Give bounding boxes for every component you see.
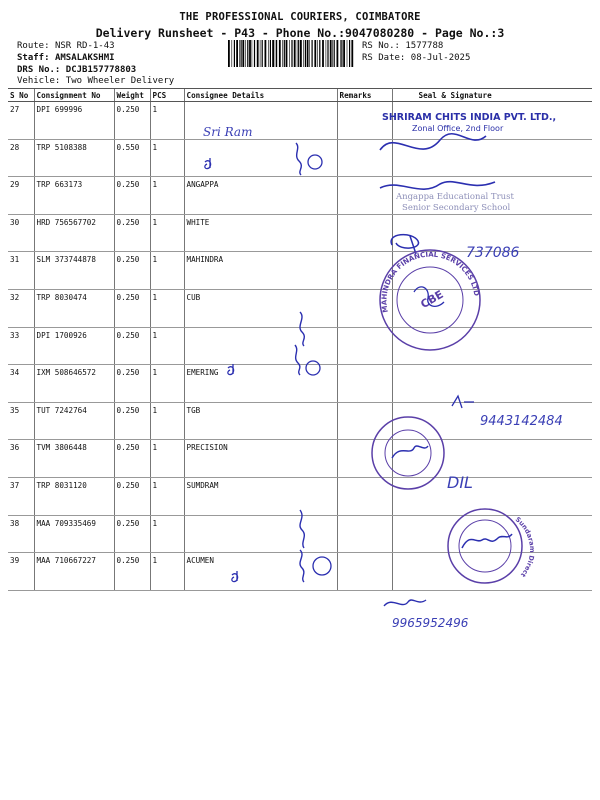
cell-remarks bbox=[337, 252, 392, 290]
staff-line bbox=[17, 53, 115, 63]
cell-seal-signature bbox=[392, 515, 592, 553]
cell-pcs: 1 bbox=[150, 289, 184, 327]
row39-signature bbox=[384, 600, 426, 606]
cell-weight: 0.250 bbox=[114, 289, 150, 327]
row36-handwritten-note: DIL bbox=[447, 473, 473, 492]
col-remarks: Remarks bbox=[337, 89, 392, 102]
table-row bbox=[8, 402, 592, 440]
cell-sno: 28 bbox=[8, 139, 34, 177]
rs-date-value: 08-Jul-2025 bbox=[410, 53, 471, 63]
cell-cno: HRD 756567702 bbox=[34, 214, 114, 252]
cell-weight: 0.550 bbox=[114, 139, 150, 177]
cell-sno: 31 bbox=[8, 252, 34, 290]
cell-seal-signature bbox=[392, 553, 592, 591]
cell-consignee: ANGAPPA bbox=[184, 177, 337, 215]
cell-remarks bbox=[337, 553, 392, 591]
cell-remarks bbox=[337, 515, 392, 553]
row30-handwritten-phone: 737086 bbox=[466, 245, 520, 261]
cell-remarks bbox=[337, 177, 392, 215]
barcode bbox=[228, 40, 354, 67]
cell-cno: TUT 7242764 bbox=[34, 402, 114, 440]
cell-weight: 0.250 bbox=[114, 365, 150, 403]
vehicle-label: Vehicle: bbox=[17, 76, 61, 86]
mahindra-stamp-ring-text: MAHINDRA FINANCIAL SERVICES LTD bbox=[380, 250, 481, 314]
cell-pcs: 1 bbox=[150, 440, 184, 478]
row27-handwritten-name: Sri Ram bbox=[203, 125, 253, 139]
cell-cno: TRP 8030474 bbox=[34, 289, 114, 327]
cell-remarks bbox=[337, 327, 392, 365]
cell-remarks bbox=[337, 440, 392, 478]
runsheet-subtitle: Delivery Runsheet - P43 - Phone No.:9047080280 - Page No.:3 bbox=[95, 26, 505, 40]
angappa-stamp-line2: Senior Secondary School bbox=[402, 203, 511, 213]
cell-pcs: 1 bbox=[150, 252, 184, 290]
cell-consignee: EMERING bbox=[184, 365, 337, 403]
drs-value: DCJB157778803 bbox=[65, 65, 137, 75]
cell-remarks bbox=[337, 365, 392, 403]
cell-weight: 0.250 bbox=[114, 252, 150, 290]
route-value: NSR RD-1-43 bbox=[54, 41, 115, 51]
cell-pcs: 1 bbox=[150, 327, 184, 365]
cell-cno: DPI 1700926 bbox=[34, 327, 114, 365]
cell-consignee: MAHINDRA bbox=[184, 252, 337, 290]
table-row bbox=[8, 440, 592, 478]
cell-seal-signature bbox=[392, 289, 592, 327]
cell-seal-signature bbox=[392, 477, 592, 515]
table-row bbox=[8, 327, 592, 365]
shriram-stamp-line1: SHRIRAM CHITS INDIA PVT. LTD., bbox=[382, 112, 557, 123]
cell-consignee: WHITE bbox=[184, 214, 337, 252]
cell-pcs: 1 bbox=[150, 102, 184, 140]
cell-cno: TRP 5108388 bbox=[34, 139, 114, 177]
rs-no-value: 1577788 bbox=[405, 41, 444, 51]
cell-weight: 0.250 bbox=[114, 102, 150, 140]
cell-seal-signature bbox=[392, 177, 592, 215]
row34-handwritten-phone: 9443142484 bbox=[480, 414, 563, 429]
table-row bbox=[8, 102, 592, 140]
cell-weight: 0.250 bbox=[114, 440, 150, 478]
cell-consignee bbox=[184, 515, 337, 553]
col-pcs: PCS bbox=[150, 89, 184, 102]
cell-seal-signature bbox=[392, 214, 592, 252]
cell-cno: MAA 709335469 bbox=[34, 515, 114, 553]
table-row bbox=[8, 365, 592, 403]
cell-consignee: CUB bbox=[184, 289, 337, 327]
cell-weight: 0.250 bbox=[114, 327, 150, 365]
cell-pcs: 1 bbox=[150, 365, 184, 403]
cell-weight: 0.250 bbox=[114, 177, 150, 215]
cell-remarks bbox=[337, 402, 392, 440]
cell-sno: 29 bbox=[8, 177, 34, 215]
rs-date-line bbox=[362, 53, 470, 63]
rs-no-label: RS No.: bbox=[362, 41, 400, 51]
cell-sno: 30 bbox=[8, 214, 34, 252]
cell-pcs: 1 bbox=[150, 177, 184, 215]
col-weight: Weight bbox=[114, 89, 150, 102]
cell-pcs: 1 bbox=[150, 402, 184, 440]
mahindra-stamp-center: CBE bbox=[418, 287, 446, 312]
cell-sno: 36 bbox=[8, 440, 34, 478]
vehicle-value: Two Wheeler Delivery bbox=[65, 76, 175, 86]
route-line bbox=[17, 41, 115, 51]
table-row bbox=[8, 553, 592, 591]
route-label: Route: bbox=[17, 41, 50, 51]
col-sno: S No bbox=[8, 89, 34, 102]
col-consignee: Consignee Details bbox=[184, 89, 337, 102]
rs-no-line bbox=[362, 41, 443, 51]
runsheet-table bbox=[8, 88, 592, 591]
shriram-stamp-line2: Zonal Office, 2nd Floor bbox=[412, 124, 504, 133]
cell-cno: TVM 3806448 bbox=[34, 440, 114, 478]
cell-cno: DPI 699996 bbox=[34, 102, 114, 140]
runsheet-title: THE PROFESSIONAL COURIERS, COIMBATORE bbox=[179, 11, 421, 23]
cell-seal-signature bbox=[392, 102, 592, 140]
cell-pcs: 1 bbox=[150, 214, 184, 252]
col-consignment-no: Consignment No bbox=[34, 89, 114, 102]
cell-cno: TRP 663173 bbox=[34, 177, 114, 215]
cell-sno: 39 bbox=[8, 553, 34, 591]
vehicle-line bbox=[17, 76, 174, 86]
cell-remarks bbox=[337, 102, 392, 140]
sundaram-stamp-ring-text: Sundaram Direct bbox=[513, 515, 537, 579]
cell-pcs: 1 bbox=[150, 477, 184, 515]
cell-consignee bbox=[184, 139, 337, 177]
drs-label: DRS No.: bbox=[17, 65, 61, 75]
cell-sno: 32 bbox=[8, 289, 34, 327]
cell-seal-signature bbox=[392, 252, 592, 290]
cell-consignee: PRECISION bbox=[184, 440, 337, 478]
cell-weight: 0.250 bbox=[114, 515, 150, 553]
drs-line bbox=[17, 65, 136, 75]
cell-seal-signature bbox=[392, 440, 592, 478]
cell-sno: 33 bbox=[8, 327, 34, 365]
cell-consignee bbox=[184, 327, 337, 365]
table-row bbox=[8, 515, 592, 553]
table-row bbox=[8, 252, 592, 290]
cell-weight: 0.250 bbox=[114, 214, 150, 252]
staff-value: AMSALAKSHMI bbox=[54, 53, 115, 63]
cell-consignee: TGB bbox=[184, 402, 337, 440]
cell-sno: 35 bbox=[8, 402, 34, 440]
cell-seal-signature bbox=[392, 327, 592, 365]
cell-cno: IXM 508646572 bbox=[34, 365, 114, 403]
rs-date-label: RS Date: bbox=[362, 53, 406, 63]
cell-weight: 0.250 bbox=[114, 477, 150, 515]
cell-cno: MAA 710667227 bbox=[34, 553, 114, 591]
cell-weight: 0.250 bbox=[114, 553, 150, 591]
cell-pcs: 1 bbox=[150, 553, 184, 591]
cell-remarks bbox=[337, 139, 392, 177]
cell-consignee: SUMDRAM bbox=[184, 477, 337, 515]
cell-weight: 0.250 bbox=[114, 402, 150, 440]
table-header-row bbox=[8, 89, 592, 102]
cell-remarks bbox=[337, 214, 392, 252]
cell-sno: 27 bbox=[8, 102, 34, 140]
cell-sno: 37 bbox=[8, 477, 34, 515]
table-row bbox=[8, 289, 592, 327]
staff-label: Staff: bbox=[17, 53, 50, 63]
cell-sno: 38 bbox=[8, 515, 34, 553]
row39-handwritten-phone: 9965952496 bbox=[392, 616, 469, 630]
table-row bbox=[8, 214, 592, 252]
cell-sno: 34 bbox=[8, 365, 34, 403]
cell-pcs: 1 bbox=[150, 515, 184, 553]
cell-remarks bbox=[337, 477, 392, 515]
cell-remarks bbox=[337, 289, 392, 327]
cell-seal-signature bbox=[392, 139, 592, 177]
cell-consignee bbox=[184, 102, 337, 140]
cell-cno: SLM 373744878 bbox=[34, 252, 114, 290]
table-row bbox=[8, 477, 592, 515]
angappa-stamp-line1: Angappa Educational Trust bbox=[396, 192, 514, 202]
cell-consignee: ACUMEN bbox=[184, 553, 337, 591]
table-row bbox=[8, 177, 592, 215]
cell-pcs: 1 bbox=[150, 139, 184, 177]
table-row bbox=[8, 139, 592, 177]
cell-cno: TRP 8031120 bbox=[34, 477, 114, 515]
cell-seal-signature bbox=[392, 402, 592, 440]
cell-seal-signature bbox=[392, 365, 592, 403]
col-seal-signature: Seal & Signature bbox=[392, 89, 592, 102]
